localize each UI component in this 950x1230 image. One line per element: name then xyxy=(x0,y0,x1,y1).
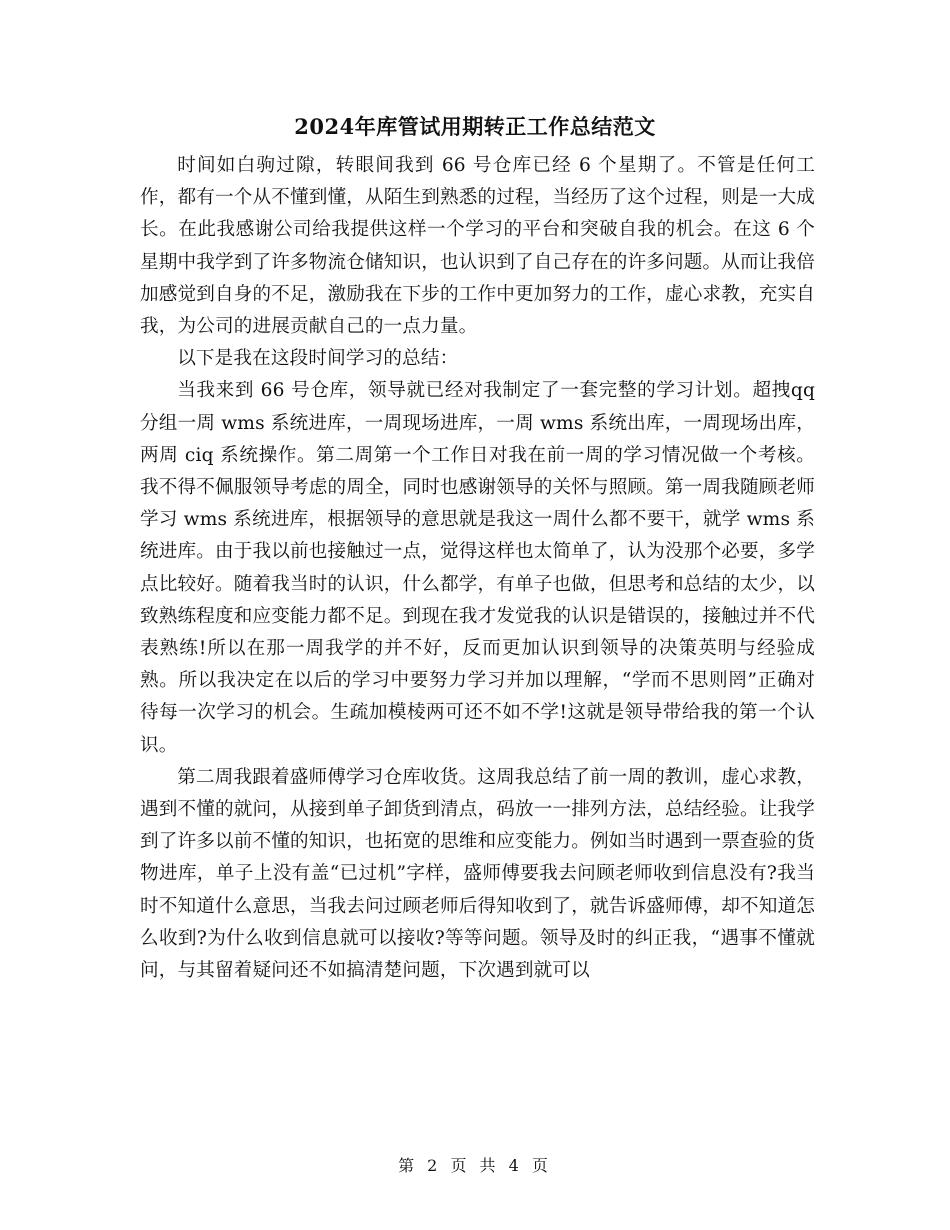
document-body xyxy=(140,150,815,987)
document-title: 2024年库管试用期转正工作总结范文 xyxy=(294,114,656,139)
paragraph-week-two: 第二周我跟着盛师傅学习仓库收货。这周我总结了前一周的教训，虚心求教，遇到不懂的就问，从接到单子卸货到清点，码放一一排列方法，总结经验。让我学到了许多以前不懂的知识，也拓宽的思维和应变能力。例如当时遇到一票查验的货物进库，单子上没有盖“已过机”字样，盛师傅要我去问顾老师收到信息没有?我当时不知道什么意思，当我去问过顾老师后得知收到了，就告诉盛师傅，却不知道怎么收到?为什么收到信息就可以接收?等等问题。领导及时的纠正我，“遇事不懂就问，与其留着疑问还不如搞清楚问题，下次遇到就可以 xyxy=(140,766,815,982)
paragraph-summary-heading: 以下是我在这段时间学习的总结： xyxy=(177,348,459,370)
paragraph-intro: 时间如白驹过隙，转眼间我到 66 号仓库已经 6 个星期了。不管是任何工作，都有一个从不懂到懂，从陌生到熟悉的过程，当经历了这个过程，则是一大成长。在此我感谢公司给我提供这样一个学习的平台和突破自我的机会。在这 6 个星期中我学到了许多物流仓储知识，也认识到了自己存在的许多问题。从而让我倍加感觉到自身的不足，激励我在下步的工作中更加努力的工作，虚心求教，充实自我，为公司的进展贡献自己的一点力量。 xyxy=(140,155,815,338)
paragraph-week-one: 当我来到 66 号仓库，领导就已经对我制定了一套完整的学习计划。超拽qq分组一周 wms 系统进库，一周现场进库，一周 wms 系统出库，一周现场出库，两周 ciq 系统操作。第二周第一个工作日对我在前一周的学习情况做一个考核。我不得不佩服领导考虑的周全，同时也感谢领导的关怀与照顾。第一周我随顾老师学习 wms 系统进库，根据领导的意思就是我这一周什么都不要干，就学 wms 系统进库。由于我以前也接触过一点，觉得这样也太简单了，认为没那个必要，多学点比较好。随着我当时的认识，什么都学，有单子也做，但思考和总结的太少，以致熟练程度和应变能力都不足。到现在我才发觉我的认识是错误的，接触过并不代表熟练!所以在那一周我学的并不好，反而更加认识到领导的决策英明与经验成熟。所以我决定在以后的学习中要努力学习并加以理解，“学而不思则罔”正确对待每一次学习的机会。生疏加模棱两可还不如不学!这就是领导带给我的第一个认识。 xyxy=(140,380,815,756)
page-number-footer: 第 2 页 共 4 页 xyxy=(398,1156,552,1175)
